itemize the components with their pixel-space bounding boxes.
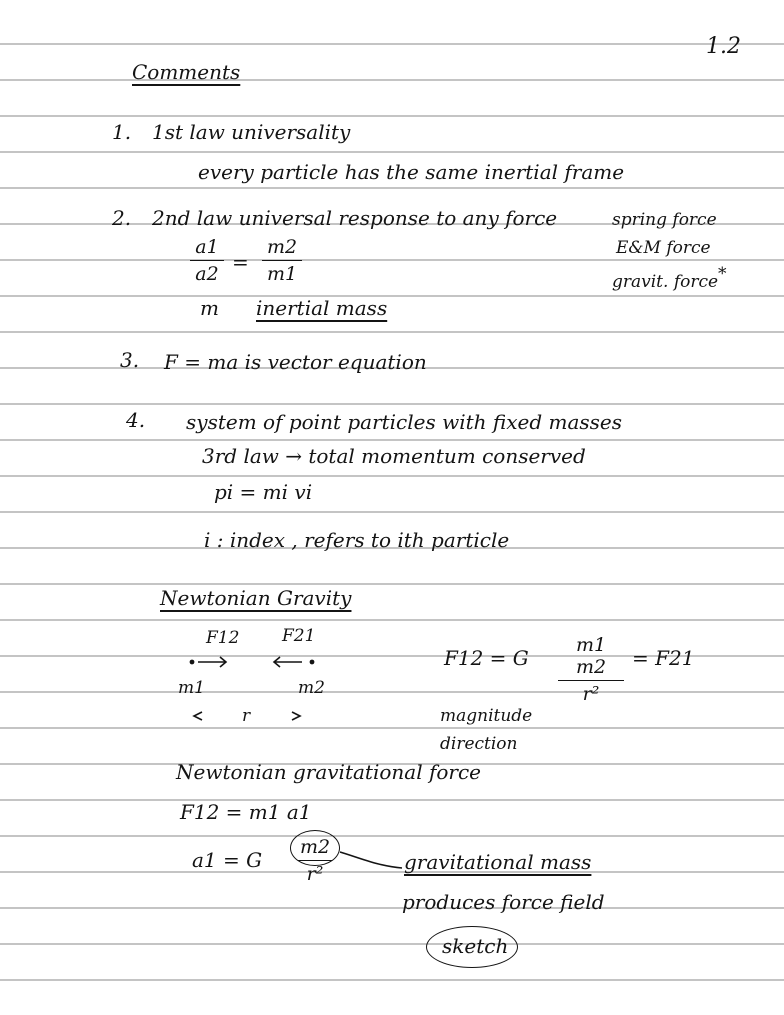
- magnitude-note: magnitude: [440, 706, 533, 726]
- a1-den: r²: [306, 863, 324, 885]
- label-f12: F12: [206, 628, 240, 648]
- inertial-prefix: m: [200, 296, 219, 320]
- f12-equation: F12 = m1 a1: [180, 800, 312, 824]
- force-star: *: [718, 264, 727, 284]
- ratio-right-num: m2: [266, 236, 298, 258]
- item-4-title: system of point particles with fixed masses: [186, 410, 623, 434]
- ratio-right-den: m1: [266, 263, 298, 285]
- page-heading: Comments: [132, 60, 241, 84]
- item-1-line: every particle has the same inertial frame: [198, 160, 625, 184]
- gravity-eq-fraction: [558, 634, 624, 705]
- item-2-number: 2.: [112, 206, 132, 230]
- page-number: 1.2: [706, 34, 741, 59]
- label-r: r: [242, 706, 251, 726]
- item-1-number: 1.: [112, 120, 132, 144]
- index-note: i : index , refers to ith particle: [204, 528, 510, 552]
- force-grav: gravit. force: [612, 272, 719, 292]
- direction-note: direction: [440, 734, 518, 754]
- item-3-title: F = ma is vector equation: [164, 350, 427, 374]
- a1-eq-lhs: a1 = G: [192, 848, 263, 872]
- ratio-left: [190, 236, 224, 285]
- gravity-heading: Newtonian Gravity: [160, 586, 352, 610]
- m2-circle: [290, 830, 340, 866]
- item-2-title: 2nd law universal response to any force: [152, 206, 558, 230]
- label-m1: m1: [178, 678, 205, 698]
- item-4-number: 4.: [126, 408, 146, 432]
- ratio-equals: =: [232, 250, 249, 274]
- a1-num: m2: [299, 836, 331, 858]
- gravity-eq-den: r²: [582, 683, 600, 705]
- item-3-number: 3.: [120, 348, 140, 372]
- ratio-left-den: a2: [195, 263, 219, 285]
- momentum-equation: pi = mi vi: [214, 480, 313, 504]
- gravity-eq-rhs: = F21: [632, 646, 695, 670]
- item-1-title: 1st law universality: [152, 120, 351, 144]
- ratio-left-num: a1: [195, 236, 219, 258]
- produces-field: produces force field: [402, 890, 605, 914]
- item-4-line: 3rd law → total momentum conserved: [202, 444, 586, 468]
- gravity-eq-num: m1 m2: [575, 634, 607, 678]
- label-m2: m2: [298, 678, 325, 698]
- ratio-right: [262, 236, 302, 285]
- force-em: E&M force: [616, 238, 711, 258]
- sketch-label: sketch: [442, 934, 509, 958]
- force-spring: spring force: [612, 210, 717, 230]
- gravity-eq-lhs: F12 = G: [444, 646, 529, 670]
- label-f21: F21: [282, 626, 316, 646]
- grav-force-heading: Newtonian gravitational force: [176, 760, 481, 784]
- grav-mass-label: gravitational mass: [404, 850, 592, 874]
- inertial-mass-label: inertial mass: [256, 296, 388, 320]
